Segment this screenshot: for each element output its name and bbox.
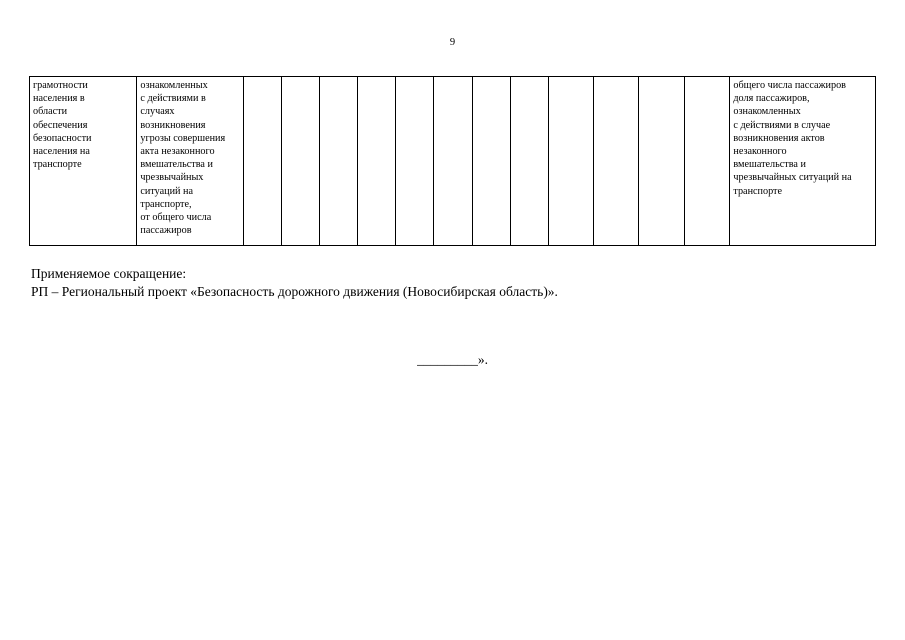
indicator-description-cell: ознакомленных с действиями в случаях возникновения угрозы совершения акта незаконного вмешательства и чрезвычайных ситуаций на транспорте, от общего числа пассажиров — [137, 77, 243, 246]
table-cell — [593, 77, 638, 246]
table-cell — [396, 77, 434, 246]
table-row — [30, 77, 876, 246]
closing-mark: _________». — [417, 352, 488, 367]
indicator-name-cell: грамотности населения в области обеспечения безопасности населения на транспорте — [30, 77, 137, 246]
table-cell — [434, 77, 472, 246]
abbreviation-text: РП – Региональный проект «Безопасность дорожного движения (Новосибирская область)». — [31, 284, 558, 299]
page-number: 9 — [449, 37, 456, 48]
table-cell — [358, 77, 396, 246]
table-cell — [243, 77, 281, 246]
indicator-table — [29, 76, 876, 246]
table-cell — [281, 77, 319, 246]
table-cell — [685, 77, 730, 246]
abbreviation-heading: Применяемое сокращение: — [31, 266, 187, 281]
table-cell — [510, 77, 548, 246]
table-cell — [548, 77, 593, 246]
method-cell: общего числа пассажиров доля пассажиров, ознакомленных с действиями в случае возникновения актов незаконного вмешательства и чрезвычайных ситуаций на транспорте — [730, 77, 876, 246]
table-cell — [639, 77, 685, 246]
table-cell — [320, 77, 358, 246]
table-cell — [472, 77, 510, 246]
